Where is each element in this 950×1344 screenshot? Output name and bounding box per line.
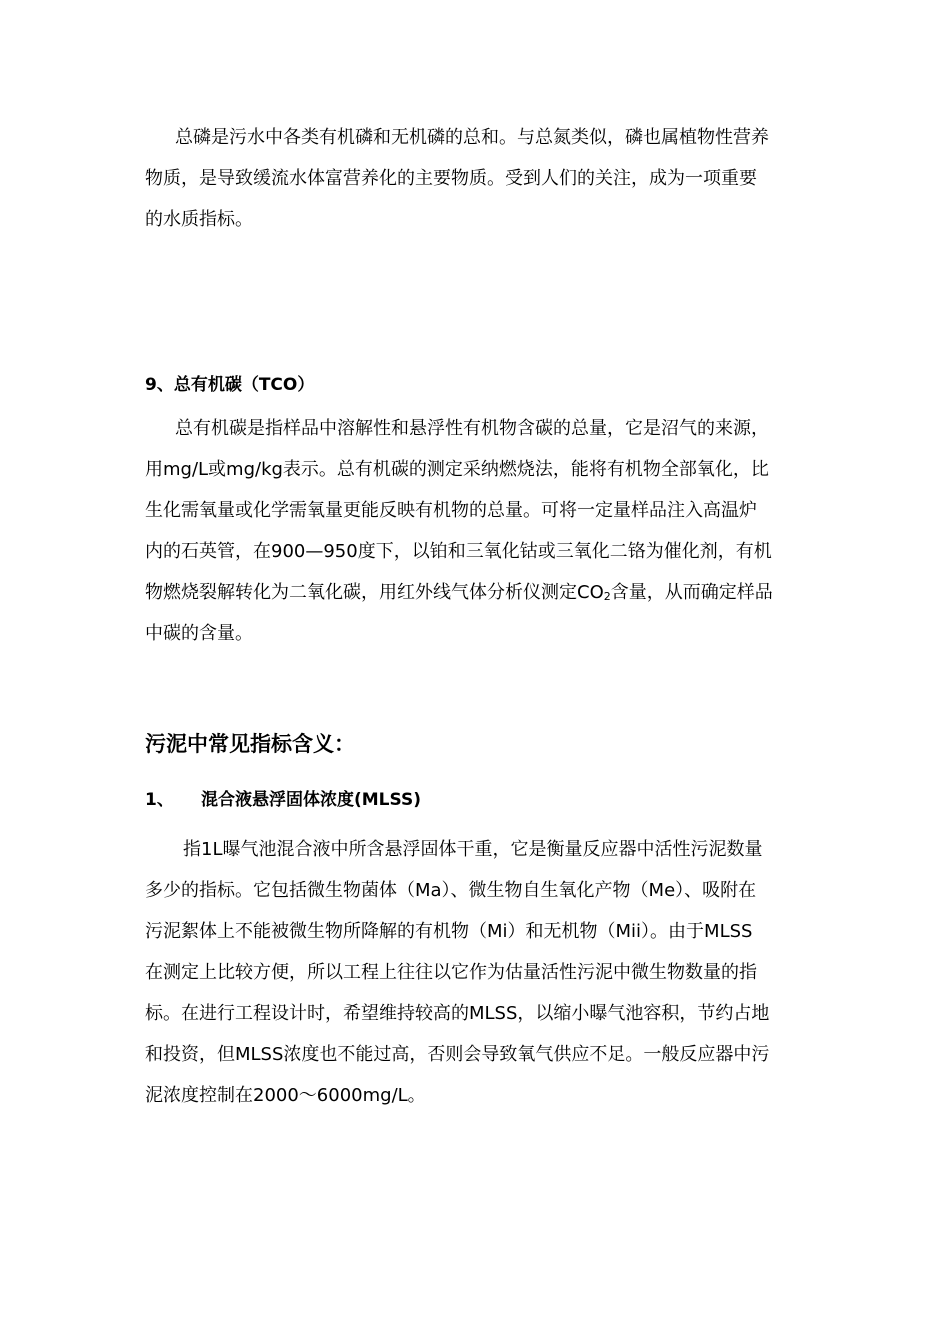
paragraph-line: 物质，是导致缓流水体富营养化的主要物质。受到人们的关注，成为一项重要 <box>145 168 757 189</box>
paragraph-total-phosphorus <box>145 117 810 240</box>
paragraph-line: 内的石英管，在900—950度下，以铂和三氧化钴或三氧化二铬为催化剂，有机 <box>145 541 772 562</box>
item-number: 1、 <box>145 790 174 810</box>
paragraph-mlss <box>145 829 810 1116</box>
line-text: 含量，从而确定样品 <box>610 582 773 603</box>
paragraph-line: 的水质指标。 <box>145 209 253 230</box>
item-heading-mlss <box>145 785 421 810</box>
paragraph-line: 中碳的含量。 <box>145 623 253 644</box>
paragraph-line: 和投资，但MLSS浓度也不能过高，否则会导致氧气供应不足。一般反应器中污 <box>145 1044 770 1065</box>
paragraph-line: 污泥絮体上不能被微生物所降解的有机物（Mi）和无机物（Mii）。由于MLSS <box>145 921 753 942</box>
paragraph-total-organic-carbon <box>145 408 810 654</box>
paragraph-line: 用mg/L或mg/kg表示。总有机碳的测定采纳燃烧法，能将有机物全部氧化，比 <box>145 459 769 480</box>
subscript: 2 <box>603 590 611 603</box>
paragraph-line: 生化需氧量或化学需氧量更能反映有机物的总量。可将一定量样品注入高温炉 <box>145 500 757 521</box>
item-title: 混合液悬浮固体浓度(MLSS) <box>201 790 422 810</box>
section-heading-sludge-indicators: 污泥中常见指标含义： <box>145 732 355 756</box>
paragraph-line: 总磷是污水中各类有机磷和无机磷的总和。与总氮类似，磷也属植物性营养 <box>175 127 769 148</box>
paragraph-line: 在测定上比较方便，所以工程上往往以它作为估量活性污泥中微生物数量的指 <box>145 962 757 983</box>
paragraph-line: 指1L曝气池混合液中所含悬浮固体干重，它是衡量反应器中活性污泥数量 <box>183 839 763 860</box>
section-heading-toc: 9、总有机碳（TCO） <box>145 375 315 395</box>
paragraph-line <box>145 572 810 613</box>
line-text: 物燃烧裂解转化为二氧化碳，用红外线气体分析仪测定CO <box>145 582 604 603</box>
paragraph-line: 泥浓度控制在2000～6000mg/L。 <box>145 1085 426 1106</box>
paragraph-line: 多少的指标。它包括微生物菌体（Ma）、微生物自生氧化产物（Me）、吸附在 <box>145 880 757 901</box>
paragraph-line: 标。在进行工程设计时，希望维持较高的MLSS，以缩小曝气池容积，节约占地 <box>145 1003 770 1024</box>
paragraph-line: 总有机碳是指样品中溶解性和悬浮性有机物含碳的总量，它是沼气的来源， <box>175 418 769 439</box>
